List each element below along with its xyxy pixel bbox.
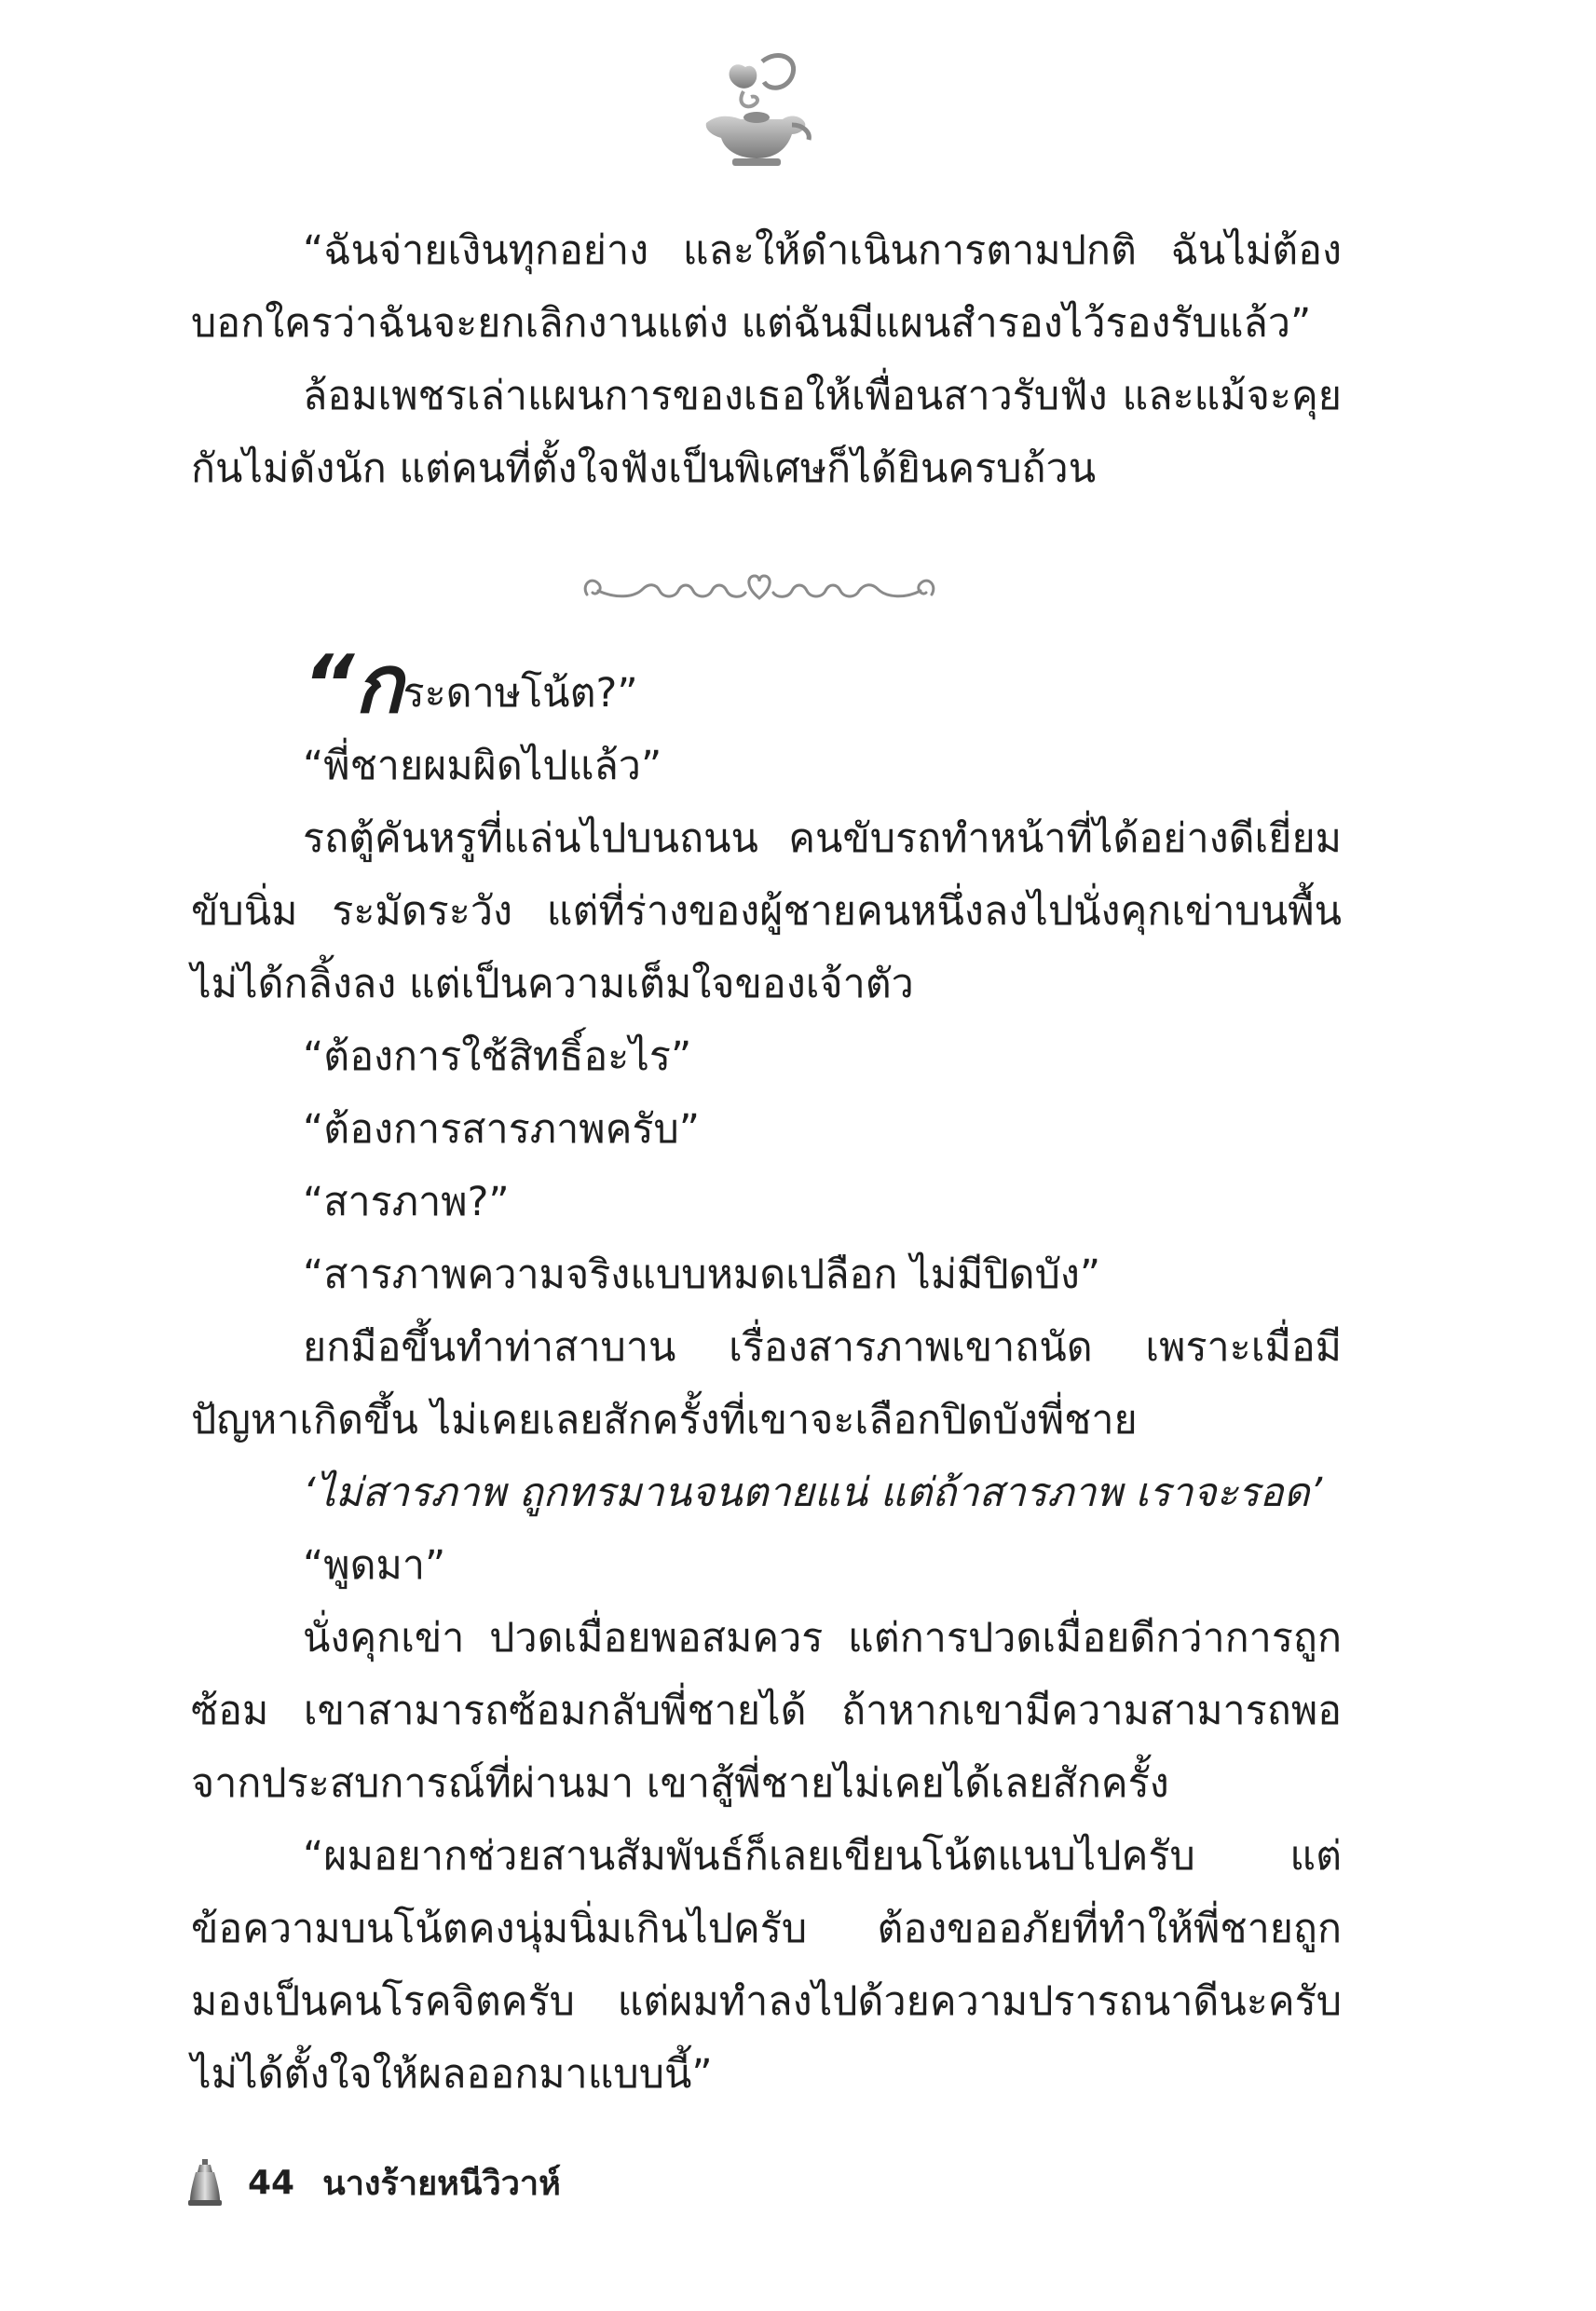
paragraph: “ผมอยากช่วยสานสัมพันธ์ก็เลยเขียนโน้ตแนบไปครับ แต่ข้อความบนโน้ตคงนุ่มนิ่มเกินไปครับ ต้องขออภัยที่ทำให้พี่ชายถูกมองเป็นคนโรคจิตครับ แต่ผมทำลงไปด้วยความปรารถนาดีนะครับ ไม่ได้ตั้งใจให้ผลออกมาแบบนี้” <box>191 1833 1342 2098</box>
paragraph: “ต้องการสารภาพครับ” <box>303 1106 701 1153</box>
genie-lamp-icon <box>689 48 820 170</box>
text-block-top <box>191 214 1342 505</box>
paragraph: ยกมือขึ้นทำท่าสาบาน เรื่องสารภาพเขาถนัด เพราะเมื่อมีปัญหาเกิดขึ้น ไม่เคยเลยสักครั้งที่เขาจะเลือกปิดบังพี่ชาย <box>191 1324 1342 1443</box>
page-number: 44 <box>248 2163 295 2202</box>
paragraph: นั่งคุกเข่า ปวดเมื่อยพอสมควร แต่การปวดเมื่อยดีกว่าการถูกซ้อม เขาสามารถซ้อมกลับพี่ชายได้ ถ้าหากเขามีความสามารถพอ จากประสบการณ์ที่ผ่านมา เขาสู้พี่ชายไม่เคยได้เลยสักครั้ง <box>191 1615 1342 1807</box>
lamp-icon <box>186 2157 224 2208</box>
paragraph: “พูดมา” <box>303 1542 446 1589</box>
paragraph: “สารภาพ?” <box>303 1179 510 1225</box>
text-block-main <box>191 638 1342 2111</box>
book-title: นางร้ายหนีวิวาห์ <box>322 2164 561 2203</box>
paragraph: “พี่ชายผมผิดไปแล้ว” <box>303 743 662 789</box>
paragraph: “ฉันจ่ายเงินทุกอย่าง และให้ดำเนินการตามปกติ ฉันไม่ต้องบอกใครว่าฉันจะยกเลิกงานแต่ง แต่ฉันมีแผนสำรองไว้รองรับแล้ว” <box>191 227 1342 347</box>
paragraph-thought: ‘ไม่สารภาพ ถูกทรมานจนตายแน่ แต่ถ้าสารภาพ เราจะรอด’ <box>303 1470 1323 1516</box>
page-footer <box>186 2154 561 2210</box>
drop-cap-rest: ระดาษโน้ต?” <box>402 670 638 717</box>
drop-cap: “ก <box>303 638 403 732</box>
chapter-opening-line <box>191 638 1342 732</box>
paragraph: “สารภาพความจริงแบบหมดเปลือก ไม่มีปิดบัง” <box>303 1251 1101 1298</box>
paragraph: ล้อมเพชรเล่าแผนการของเธอให้เพื่อนสาวรับฟัง และแม้จะคุยกันไม่ดังนัก แต่คนที่ตั้งใจฟังเป็นพิเศษก็ได้ยินครบถ้วน <box>191 373 1342 492</box>
paragraph: รถตู้คันหรูที่แล่นไปบนถนน คนขับรถทำหน้าที่ได้อย่างดีเยี่ยม ขับนิ่ม ระมัดระวัง แต่ที่ร่างของผู้ชายคนหนึ่งลงไปนั่งคุกเข่าบนพื้น ไม่ได้กลิ้งลง แต่เป็นความเต็มใจของเจ้าตัว <box>191 815 1342 1007</box>
heart-flourish-icon <box>578 557 941 613</box>
paragraph: “ต้องการใช้สิทธิ์อะไร” <box>303 1033 692 1080</box>
